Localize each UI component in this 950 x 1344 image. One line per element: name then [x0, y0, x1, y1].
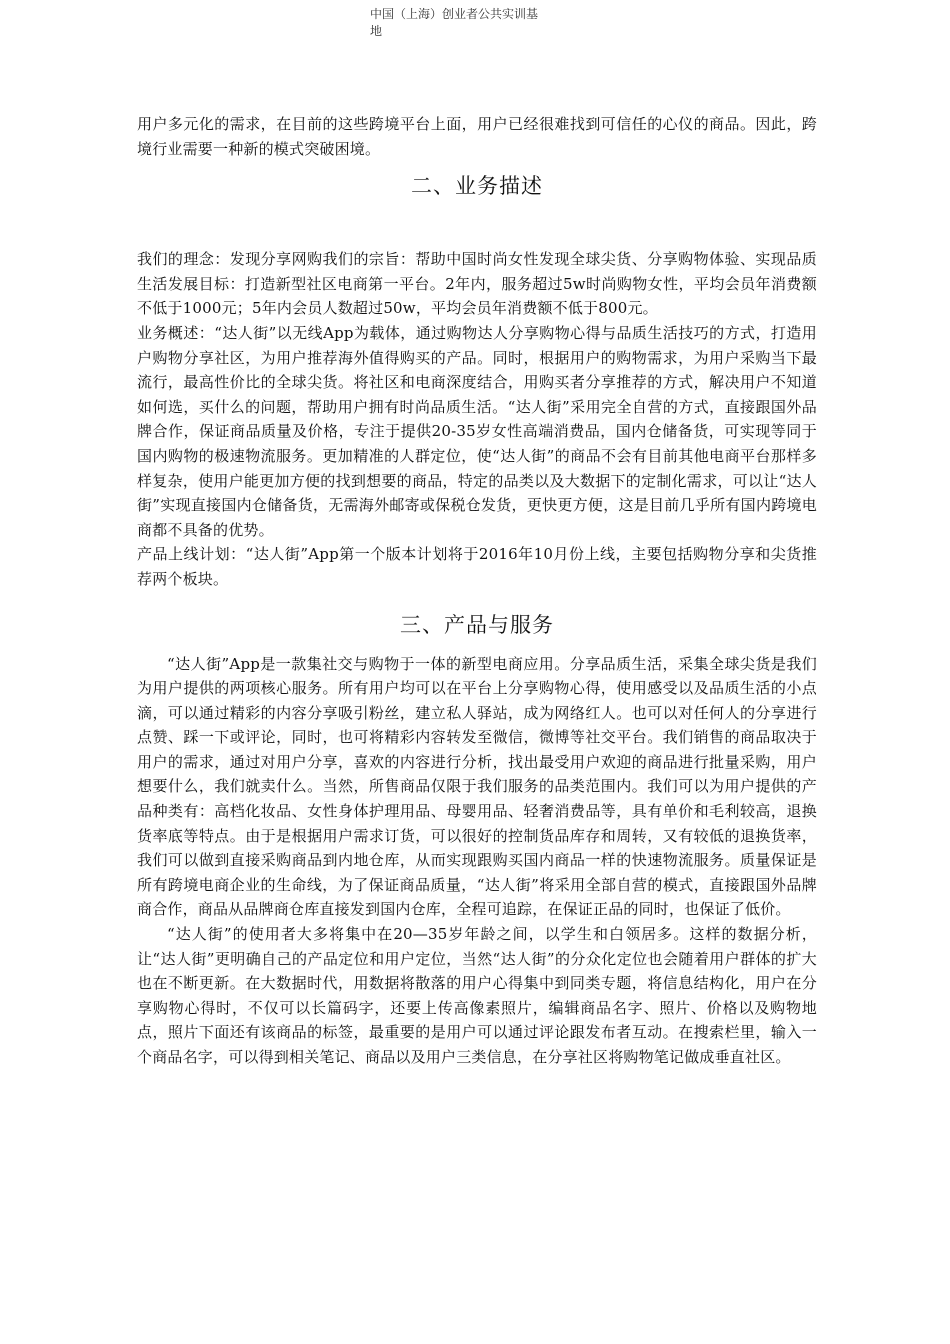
section-heading-business: 二、业务描述: [411, 174, 543, 199]
intro-paragraph: 用户多元化的需求，在目前的这些跨境平台上面，用户已经很难找到可信任的心仪的商品。因此，跨境行业需要一种新的模式突破困境。: [137, 115, 817, 158]
product-description-paragraph: “达人街”App是一款集社交与购物于一体的新型电商应用。分享品质生活，采集全球尖货是我们为用户提供的两项核心服务。所有用户均可以在平台上分享购物心得，使用感受以及品质生活的小点滴，可以通过精彩的内容分享吸引粉丝，建立私人驿站，成为网络红人。也可以对任何人的分享进行点赞、踩一下或评论，同时，也可将精彩内容转发至微信，微博等社交平台。我们销售的商品取决于用户的需求，通过对用户分享，喜欢的内容进行分析，找出最受用户欢迎的商品进行批量采购，用户想要什么，我们就卖什么。当然，所售商品仅限于我们服务的品类范围内。我们可以为用户提供的产品种类有：高档化妆品、女性身体护理用品、母婴用品、轻奢消费品等，具有单价和毛利较高，退换货率底等特点。由于是根据用户需求订货，可以很好的控制货品库存和周转，又有较低的退换货率，我们可以做到直接采购商品到内地仓库，从而实现跟购买国内商品一样的快速物流服务。质量保证是所有跨境电商企业的生命线，为了保证商品质量，“达人街”将采用全部自营的模式，直接跟国外品牌商合作，商品从品牌商仓库直接发到国内仓库，全程可追踪，在保证正品的同时，也保证了低价。: [137, 654, 817, 919]
page-header: [370, 6, 570, 40]
header-org-line1: 中国（上海）创业者公共实训基: [370, 7, 539, 21]
business-overview-paragraph: 业务概述：“达人街”以无线App为载体，通过购物达人分享购物心得与品质生活技巧的方式，打造用户购物分享社区，为用户推荐海外值得购买的产品。同时，根据用户的购物需求，为用户采购当下最流行，最高性价比的全球尖货。将社区和电商深度结合，用购买者分享推荐的方式，解决用户不知道如何选，买什么的问题，帮助用户拥有时尚品质生活。“达人街”采用完全自营的方式，直接跟国外品牌合作，保证商品质量及价格，专注于提供20-35岁女性高端消费品，国内仓储备货，可实现等同于国内购物的极速物流服务。更加精准的人群定位，使“达人街”的商品不会有目前其他电商平台那样多样复杂，使用户能更加方便的找到想要的商品，特定的品类以及大数据下的定制化需求，可以让“达人街”实现直接国内仓储备货，无需海外邮寄或保税仓发货，更快更方便，这是目前几乎所有国内跨境电商都不具备的优势。: [137, 323, 817, 539]
business-philosophy-paragraph: 我们的理念：发现分享网购我们的宗旨：帮助中国时尚女性发现全球尖货、分享购物体验、实现品质生活发展目标：打造新型社区电商第一平台。2年内，服务超过5w时尚购物女性，平均会员年消费额不低于1000元；5年内会员人数超过50w，平均会员年消费额不低于800元。: [137, 250, 817, 318]
user-positioning-paragraph: “达人街”的使用者大多将集中在20—35岁年龄之间，以学生和白领居多。这样的数据分析，让“达人街”更明确自己的产品定位和用户定位，当然“达人街”的分众化定位也会随着用户群体的扩大也在不断更新。在大数据时代，用数据将散落的用户心得集中到同类专题，将信息结构化，用户在分享购物心得时，不仅可以长篇码字，还要上传高像素照片，编辑商品名字、照片、价格以及购物地点，照片下面还有该商品的标签，最重要的是用户可以通过评论跟发布者互动。在搜索栏里，输入一个商品名字，可以得到相关笔记、商品以及用户三类信息，在分享社区将购物笔记做成垂直社区。: [137, 925, 817, 1066]
document-body: [137, 112, 817, 1070]
header-org-line2: 地: [370, 24, 383, 38]
section-heading-products: 三、产品与服务: [400, 612, 554, 637]
launch-plan-paragraph: 产品上线计划：“达人街”App第一个版本计划将于2016年10月份上线，主要包括购物分享和尖货推荐两个板块。: [137, 545, 817, 588]
